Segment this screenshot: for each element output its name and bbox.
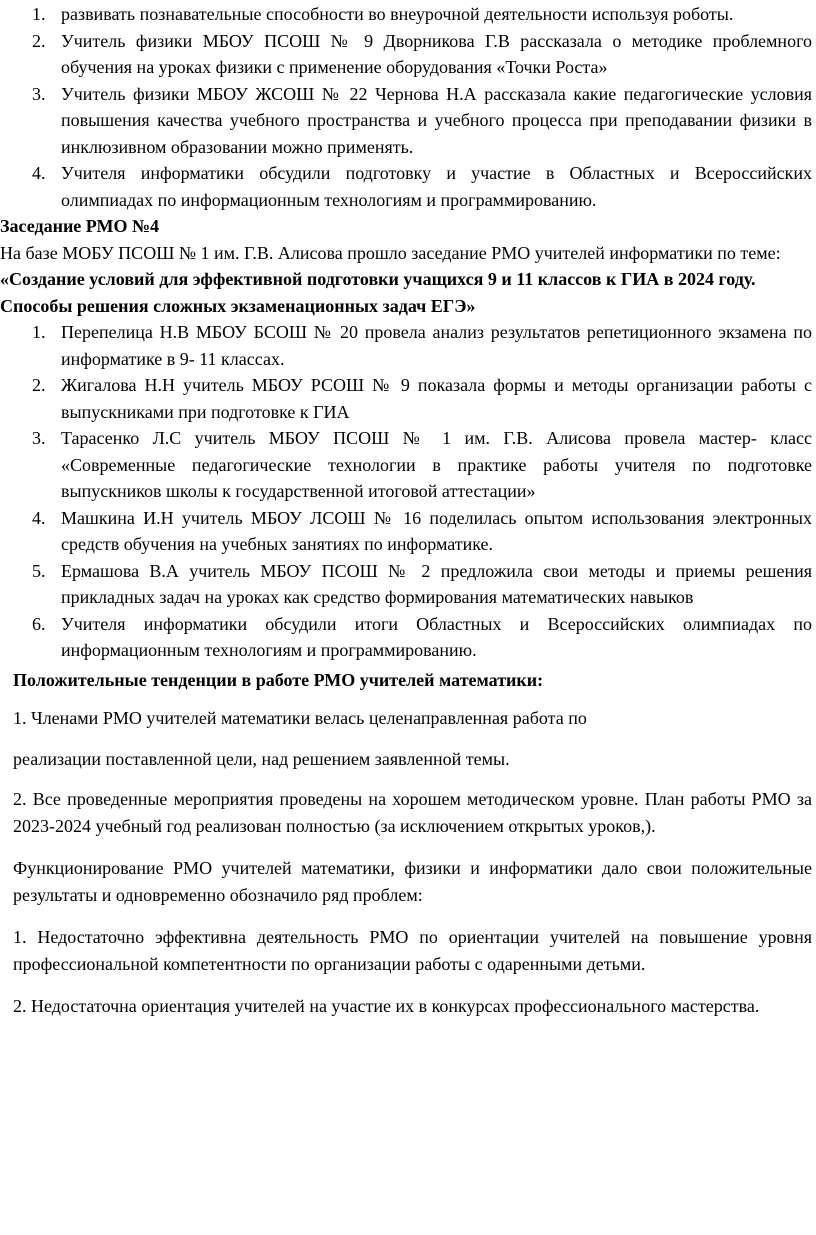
list-item-number: 3. <box>32 83 46 104</box>
list-item-text: Учитель физики МБОУ ПСОШ № 9 Дворникова Г.В рассказала о методике проблемного обучения на уроках физики с применение оборудования «Точки Роста» <box>61 30 812 77</box>
list-item-number: 2. <box>32 375 46 395</box>
list-item-number: 3. <box>32 428 46 448</box>
list-item-text: Жигалова Н.Н учитель МБОУ РСОШ № 9 показала формы и методы организации работы с выпускниками при подготовке к ГИА <box>61 375 812 422</box>
list-item-number: 2. <box>32 30 46 51</box>
list-item-number: 1. <box>32 4 46 24</box>
list-item <box>0 319 816 372</box>
numbered-list-physics-informatics <box>0 1 816 213</box>
positive-trends-heading: Положительные тенденции в работе РМО учителей математики: <box>13 669 544 690</box>
list-item-number: 4. <box>32 507 46 528</box>
list-item-text: Учитель физики МБОУ ЖСОШ № 22 Чернова Н.А рассказала какие педагогические условия повышения качества учебного пространства и учебного процесса при преподавании физики в инклюзивном образовании можно применять. <box>61 83 812 157</box>
trends-paragraph-4: Функционирование РМО учителей математики, физики и информатики дало свои положительные результаты и одновременно обозначило ряд проблем: <box>13 858 812 905</box>
list-item <box>0 558 816 611</box>
list-item <box>0 28 816 81</box>
trends-paragraph-2: реализации поставленной цели, над решением заявленной темы. <box>13 748 510 769</box>
list-item-text: Ермашова В.А учитель МБОУ ПСОШ № 2 предложила свои методы и приемы решения прикладных задач на уроках как средство формирования математических навыков <box>61 560 812 607</box>
list-item-text: Учителя информатики обсудили итоги Областных и Всероссийских олимпиадах по информационным технологиям и программированию. <box>61 613 812 660</box>
meeting-4-intro-text: На базе МОБУ ПСОШ № 1 им. Г.В. Алисова прошло заседание РМО учителей информатики по теме: <box>0 242 781 263</box>
list-item-number: 4. <box>32 163 46 183</box>
list-item <box>0 372 816 425</box>
numbered-list-meeting-4 <box>0 319 816 664</box>
list-item-text: Учителя информатики обсудили подготовку и участие в Областных и Всероссийских олимпиадах по информационным технологиям и программированию. <box>61 163 812 210</box>
meeting-4-topic: «Создание условий для эффективной подготовки учащихся 9 и 11 классов к ГИА в 2024 году. Способы решения сложных экзаменационных задач ЕГЭ» <box>0 269 756 316</box>
list-item-text: развивать познавательные способности во внеурочной деятельности используя роботы. <box>61 4 734 24</box>
problems-paragraph-1: 1. Недостаточно эффективна деятельность РМО по ориентации учителей на повышение уровня профессиональной компетентности по организации работы с одаренными детьми. <box>13 927 812 974</box>
trends-paragraph-1: 1. Членами РМО учителей математики велась целенаправленная работа по <box>13 708 587 728</box>
meeting-4-intro <box>0 240 816 320</box>
problems-paragraph-2: 2. Недостаточна ориентация учителей на участие их в конкурсах профессионального мастерства. <box>13 996 760 1016</box>
list-item <box>0 611 816 664</box>
list-item <box>0 425 816 505</box>
list-item-text: Перепелица Н.В МБОУ БСОШ № 20 провела анализ результатов репетиционного экзамена по информатике в 9- 11 классах. <box>61 322 812 369</box>
trends-paragraph-3: 2. Все проведенные мероприятия проведены на хорошем методическом уровне. План работы РМО за 2023-2024 учебный год реализован полностью (за исключением открытых уроков,). <box>13 789 812 836</box>
list-item-number: 5. <box>32 560 46 581</box>
list-item-text: Машкина И.Н учитель МБОУ ЛСОШ № 16 поделилась опытом использования электронных средств обучения на учебных занятиях по информатике. <box>61 507 812 554</box>
list-item-number: 6. <box>32 613 46 634</box>
list-item <box>0 505 816 558</box>
list-item <box>0 81 816 161</box>
list-item <box>0 1 816 28</box>
list-item-number: 1. <box>32 322 46 342</box>
meeting-4-heading: Заседание РМО №4 <box>0 216 160 236</box>
list-item <box>0 160 816 213</box>
list-item-text: Тарасенко Л.С учитель МБОУ ПСОШ № 1 им. Г.В. Алисова провела мастер- класс «Современные педагогические технологии в практике работы учителя по подготовке выпускников школы к государственной итоговой аттестации» <box>61 428 812 501</box>
